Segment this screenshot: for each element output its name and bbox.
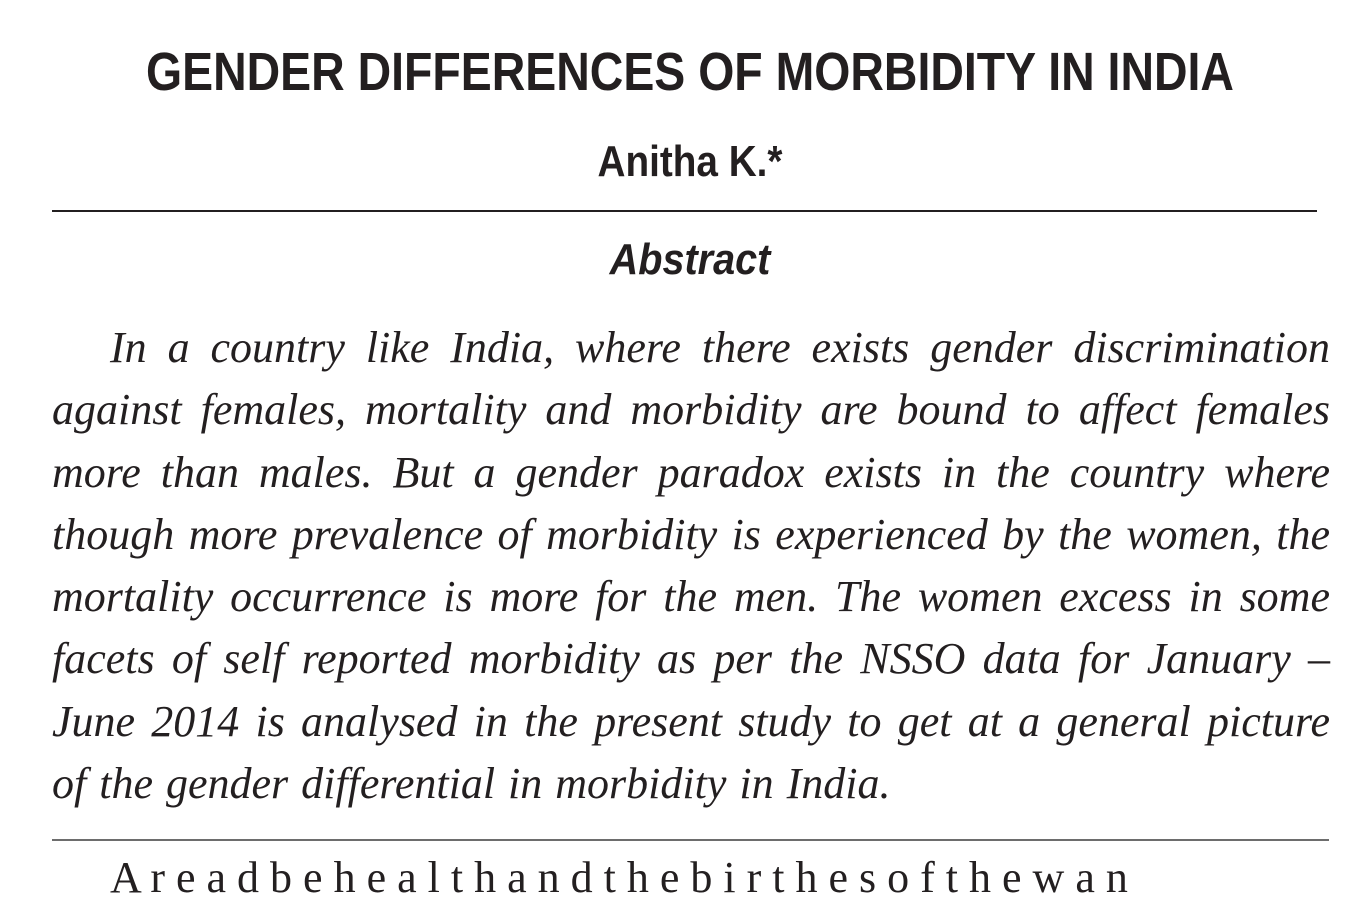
- abstract-divider: [52, 839, 1329, 841]
- body-text-cut-off: A r e a d b e h e a l t h a n d t h e b i r t h e s o f t h e w a n: [110, 853, 1128, 902]
- abstract-heading: Abstract: [609, 235, 771, 284]
- paper-title: GENDER DIFFERENCES OF MORBIDITY IN INDIA: [146, 42, 1234, 102]
- header-divider: [52, 210, 1317, 212]
- author-name: Anitha K.*: [597, 137, 783, 186]
- abstract-body: In a country like India, where there exists gender discrimination against females, mortality and morbidity are bound to affect females more than males. But a gender paradox exists in the country where though more prevalence of morbidity is experienced by the women, the mortality occurrence is more for the men. The women excess in some facets of self reported morbidity as per the NSSO data for January – June 2014 is analysed in the present study to get at a general picture of the gender differential in morbidity in India.: [52, 323, 1330, 809]
